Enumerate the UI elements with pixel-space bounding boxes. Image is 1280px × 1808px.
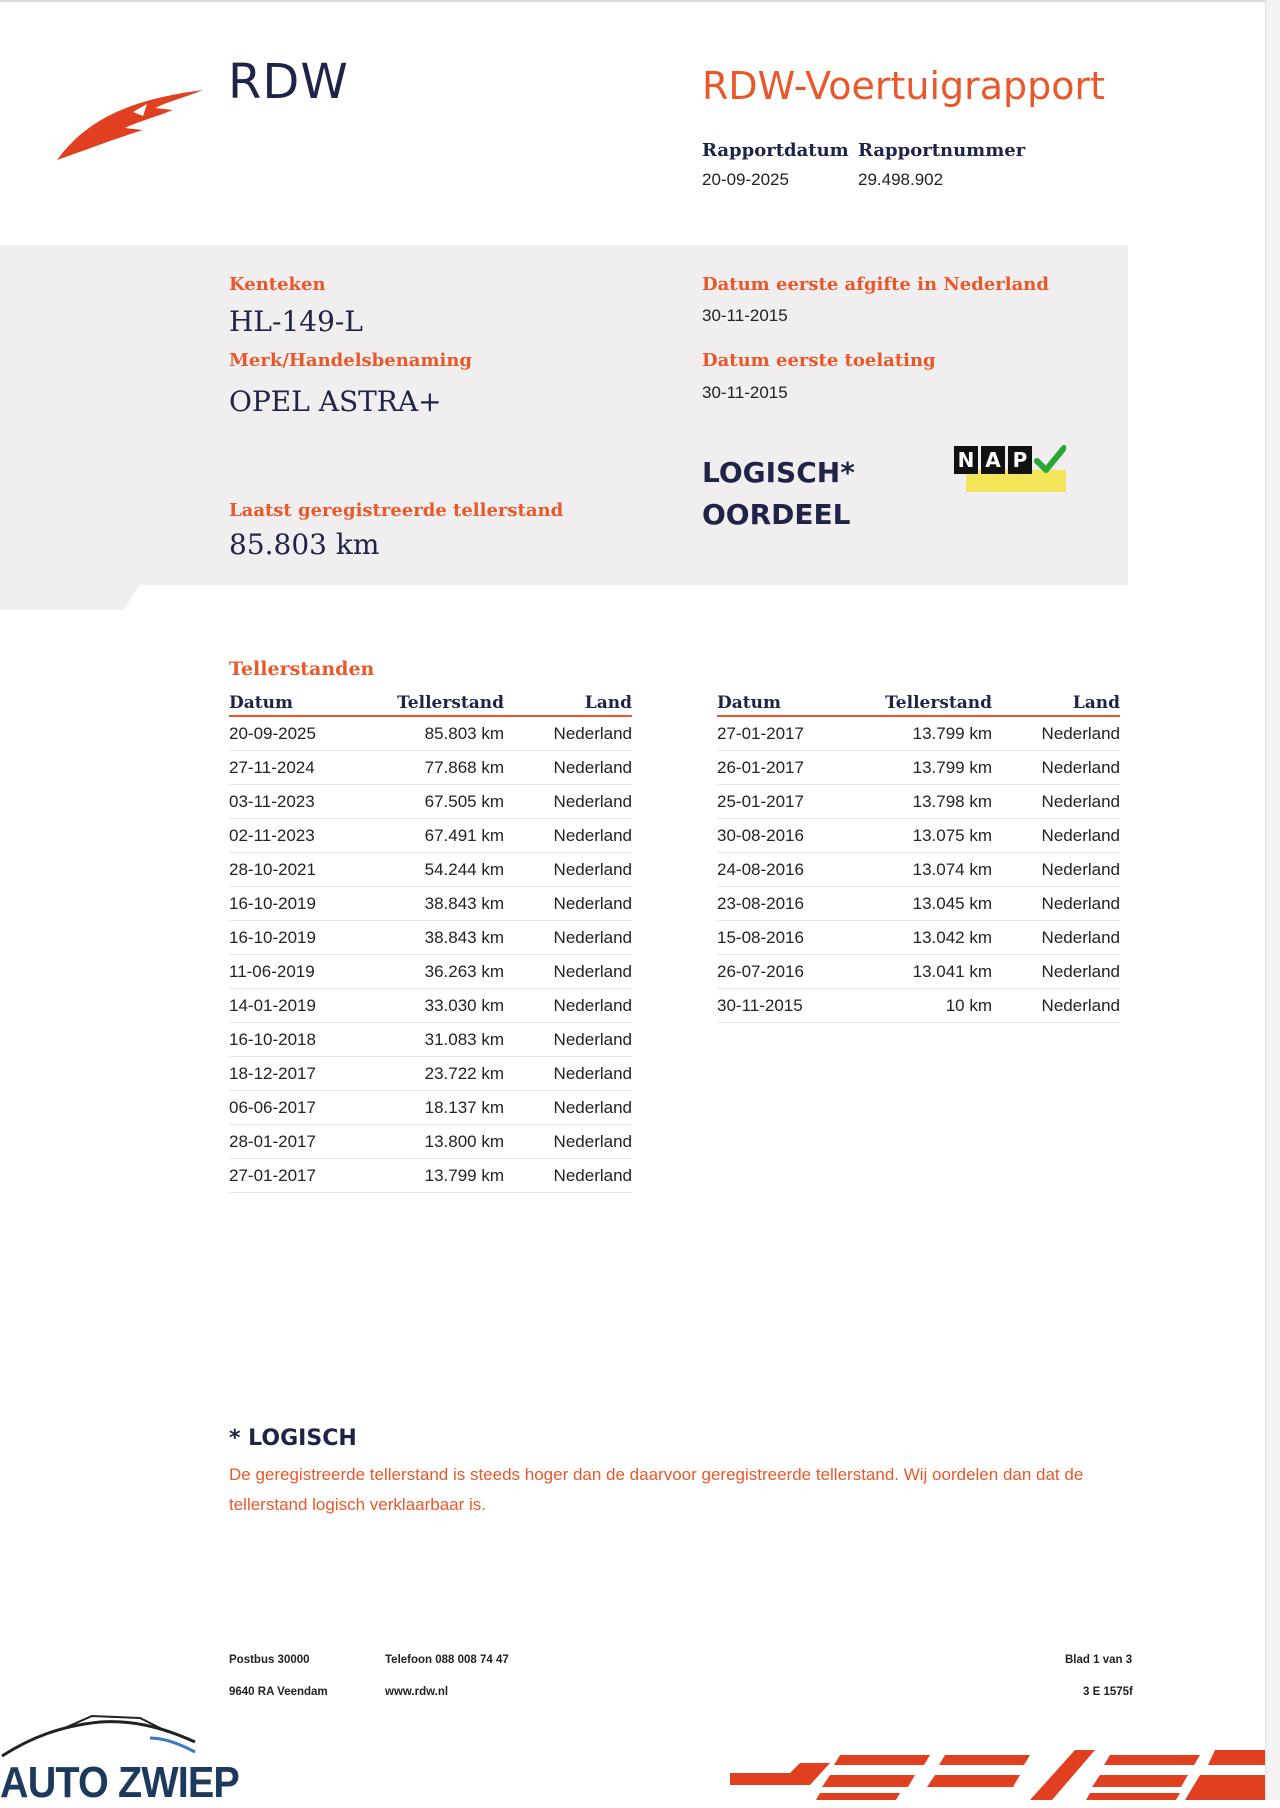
table-header	[229, 683, 632, 717]
rdw-logo-icon	[55, 82, 205, 167]
row-country: Nederland	[553, 1131, 632, 1151]
brand-label: Merk/Handelsbenaming	[229, 350, 473, 371]
row-country: Nederland	[1041, 757, 1120, 777]
table-row	[229, 887, 632, 921]
report-number-block	[858, 140, 1025, 190]
nap-letter-a: A	[981, 446, 1005, 474]
row-reading: 54.244 km	[424, 859, 504, 879]
vehicle-panel-notch	[0, 585, 140, 610]
col-country-header: Land	[1072, 693, 1120, 713]
row-date: 24-08-2016	[717, 859, 804, 879]
col-date-header: Datum	[229, 693, 293, 713]
first-nl-value: 30-11-2015	[702, 306, 788, 325]
row-country: Nederland	[1041, 859, 1120, 879]
plate-value: HL-149-L	[229, 305, 363, 338]
checkmark-icon	[1034, 444, 1066, 476]
row-country: Nederland	[1041, 825, 1120, 845]
table-row	[229, 1023, 632, 1057]
row-date: 26-07-2016	[717, 961, 804, 981]
row-date: 28-01-2017	[229, 1131, 316, 1151]
row-reading: 13.800 km	[424, 1131, 504, 1151]
row-reading: 67.491 km	[424, 825, 504, 845]
table-row	[717, 785, 1120, 819]
watermark-text: AUTO ZWIEP	[0, 1758, 239, 1807]
footer-address: 9640 RA Veendam	[229, 1686, 328, 1698]
row-country: Nederland	[1041, 995, 1120, 1015]
nap-letter-n: N	[954, 446, 978, 474]
first-nl-label: Datum eerste afgifte in Nederland	[702, 274, 1049, 295]
footer-code: 3 E 1575f	[1083, 1686, 1133, 1698]
report-title: RDW-Voertuigrapport	[702, 64, 1106, 108]
table-row	[229, 819, 632, 853]
report-date-block	[702, 140, 849, 190]
row-reading: 13.799 km	[912, 757, 992, 777]
row-country: Nederland	[1041, 791, 1120, 811]
row-reading: 13.042 km	[912, 927, 992, 947]
row-reading: 13.799 km	[424, 1165, 504, 1185]
row-date: 16-10-2019	[229, 927, 316, 947]
table-row	[717, 751, 1120, 785]
car-outline-icon	[0, 1708, 200, 1758]
page-right-edge	[1265, 0, 1280, 1800]
verdict-line-1: LOGISCH*	[702, 456, 855, 489]
page-top-edge	[0, 0, 1280, 2]
row-country: Nederland	[553, 1097, 632, 1117]
row-reading: 33.030 km	[424, 995, 504, 1015]
row-country: Nederland	[1041, 927, 1120, 947]
col-country-header: Land	[584, 693, 632, 713]
table-row	[717, 853, 1120, 887]
row-date: 23-08-2016	[717, 893, 804, 913]
auto-zwiep-watermark	[0, 1708, 270, 1807]
verdict	[702, 452, 855, 536]
row-country: Nederland	[553, 791, 632, 811]
col-reading-header: Tellerstand	[397, 693, 504, 713]
table-row	[717, 887, 1120, 921]
readings-table-right	[717, 683, 1120, 1023]
row-date: 15-08-2016	[717, 927, 804, 947]
row-reading: 23.722 km	[424, 1063, 504, 1083]
verdict-line-2: OORDEEL	[702, 498, 851, 531]
table-row	[229, 1159, 632, 1193]
row-reading: 13.075 km	[912, 825, 992, 845]
note-title: * LOGISCH	[229, 1426, 357, 1451]
row-date: 27-01-2017	[717, 723, 804, 743]
table-row	[229, 1091, 632, 1125]
table-row	[229, 989, 632, 1023]
readings-title: Tellerstanden	[229, 658, 375, 680]
report-date: 20-09-2025	[702, 170, 789, 189]
row-date: 28-10-2021	[229, 859, 316, 879]
plate-label: Kenteken	[229, 274, 326, 295]
first-admission-label: Datum eerste toelating	[702, 350, 936, 371]
footer-website[interactable]: www.rdw.nl	[385, 1686, 449, 1698]
row-country: Nederland	[553, 757, 632, 777]
row-reading: 13.799 km	[912, 723, 992, 743]
table-row	[717, 989, 1120, 1023]
col-reading-header: Tellerstand	[885, 693, 992, 713]
row-date: 30-08-2016	[717, 825, 804, 845]
row-reading: 31.083 km	[424, 1029, 504, 1049]
row-reading: 38.843 km	[424, 927, 504, 947]
first-admission-value: 30-11-2015	[702, 383, 788, 402]
row-country: Nederland	[1041, 723, 1120, 743]
table-row	[229, 785, 632, 819]
table-header	[717, 683, 1120, 717]
row-date: 27-11-2024	[229, 757, 315, 777]
brand-value: OPEL ASTRA+	[229, 385, 442, 418]
row-reading: 85.803 km	[424, 723, 504, 743]
row-reading: 67.505 km	[424, 791, 504, 811]
row-date: 14-01-2019	[229, 995, 316, 1015]
row-date: 25-01-2017	[717, 791, 804, 811]
note-text: De geregistreerde tellerstand is steeds hoger dan de daarvoor geregistreerde tellerstand. Wij oordelen dan dat de tellerstand logisch verklaarbaar is.	[229, 1465, 1084, 1514]
row-date: 11-06-2019	[229, 961, 315, 981]
row-reading: 13.074 km	[912, 859, 992, 879]
odometer-value: 85.803 km	[229, 528, 380, 561]
row-country: Nederland	[553, 1165, 632, 1185]
report-date-label: Rapportdatum	[702, 140, 849, 161]
report-number: 29.498.902	[858, 170, 944, 189]
row-reading: 18.137 km	[424, 1097, 504, 1117]
row-country: Nederland	[1041, 893, 1120, 913]
readings-table-left	[229, 683, 632, 1193]
report-number-label: Rapportnummer	[858, 140, 1026, 161]
row-country: Nederland	[553, 961, 632, 981]
table-row	[717, 921, 1120, 955]
row-country: Nederland	[553, 1063, 632, 1083]
row-country: Nederland	[553, 893, 632, 913]
row-date: 18-12-2017	[229, 1063, 316, 1083]
table-row	[229, 751, 632, 785]
table-row	[229, 921, 632, 955]
row-reading: 13.045 km	[912, 893, 992, 913]
row-reading: 36.263 km	[424, 961, 504, 981]
row-country: Nederland	[553, 1029, 632, 1049]
row-country: Nederland	[553, 927, 632, 947]
row-date: 03-11-2023	[229, 791, 315, 811]
row-country: Nederland	[553, 859, 632, 879]
row-date: 06-06-2017	[229, 1097, 316, 1117]
footer-postbus: Postbus 30000	[229, 1654, 310, 1666]
table-row	[717, 819, 1120, 853]
row-date: 16-10-2019	[229, 893, 316, 913]
table-row	[717, 717, 1120, 751]
row-reading: 13.798 km	[912, 791, 992, 811]
row-date: 20-09-2025	[229, 723, 316, 743]
col-date-header: Datum	[717, 693, 781, 713]
nap-letter-p: P	[1008, 446, 1032, 474]
row-country: Nederland	[553, 723, 632, 743]
row-country: Nederland	[1041, 961, 1120, 981]
row-date: 16-10-2018	[229, 1029, 316, 1049]
odometer-label: Laatst geregistreerde tellerstand	[229, 500, 564, 521]
row-country: Nederland	[553, 825, 632, 845]
footer-page: Blad 1 van 3	[1065, 1654, 1133, 1666]
row-date: 02-11-2023	[229, 825, 315, 845]
row-date: 27-01-2017	[229, 1165, 316, 1185]
table-row	[229, 1057, 632, 1091]
row-date: 26-01-2017	[717, 757, 804, 777]
table-row	[229, 955, 632, 989]
row-reading: 77.868 km	[424, 757, 504, 777]
row-reading: 13.041 km	[912, 961, 992, 981]
footer-phone: Telefoon 088 008 74 47	[385, 1654, 509, 1666]
table-row	[229, 853, 632, 887]
row-reading: 10 km	[945, 995, 992, 1015]
row-reading: 38.843 km	[424, 893, 504, 913]
rdw-stripes-decoration	[730, 1745, 1265, 1800]
table-row	[717, 955, 1120, 989]
row-country: Nederland	[553, 995, 632, 1015]
table-row	[229, 1125, 632, 1159]
nap-badge	[954, 446, 1066, 492]
org-name: RDW	[228, 54, 349, 110]
table-row	[229, 717, 632, 751]
vehicle-panel	[0, 245, 1128, 585]
row-date: 30-11-2015	[717, 995, 803, 1015]
